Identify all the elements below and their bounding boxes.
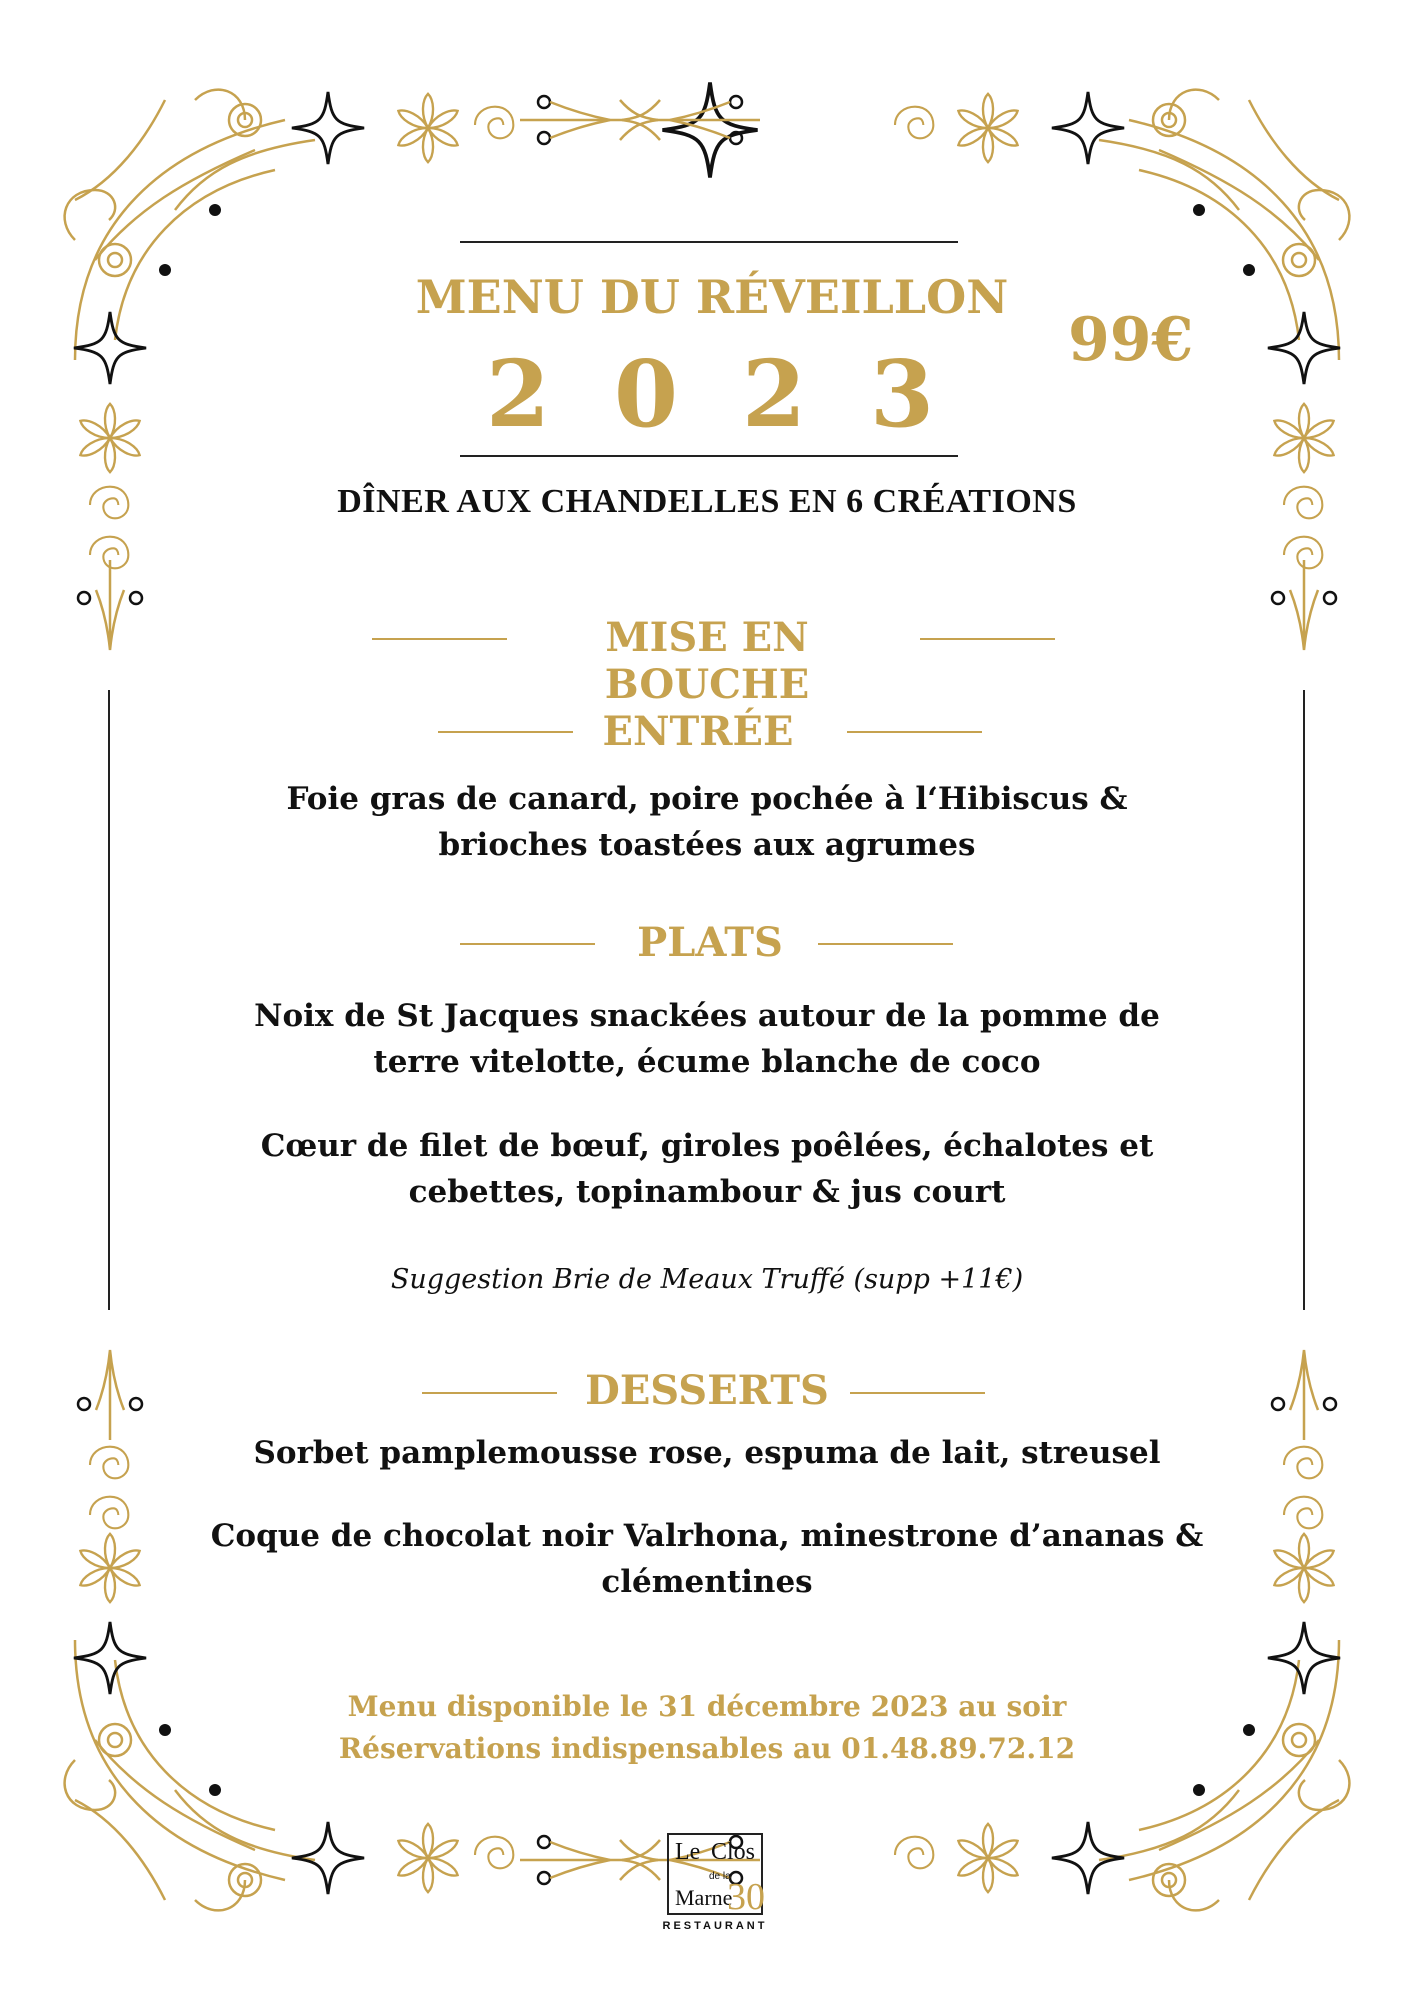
mise-en-bouche-rule-left [372,638,507,640]
section-title-desserts: DESSERTS [585,1367,829,1414]
plats-suggestion: Suggestion Brie de Meaux Truffé (supp +11€) [390,1264,1024,1295]
header-top-rule [460,241,958,243]
right-vertical-rule [1303,690,1305,1310]
footer-availability: Menu disponible le 31 décembre 2023 au soir [347,1690,1067,1723]
logo-marne: Marne [675,1885,733,1910]
entree-rule-right [847,731,982,733]
plats-rule-right [818,943,953,945]
desserts-rule-left [422,1392,557,1394]
logo-tagline: RESTAURANT [662,1920,768,1932]
desserts-rule-right [850,1392,985,1394]
plats-rule-left [460,943,595,945]
section-title-entree: ENTRÉE [602,708,794,755]
logo-de-la: de la [709,1871,731,1882]
menu-year: 2023 [485,340,999,448]
menu-subtitle: DÎNER AUX CHANDELLES EN 6 CRÉATIONS [337,483,1077,520]
logo-le: Le [675,1839,701,1865]
menu-title: MENU DU RÉVEILLON [415,270,1009,324]
desserts-dish-2: Coque de chocolat noir Valrhona, minestrone d’ananas & clémentines [210,1518,1204,1600]
entree-dish-1: Foie gras de canard, poire pochée à l‘Hibiscus & brioches toastées aux agrumes [286,781,1128,863]
left-vertical-rule [108,690,110,1310]
desserts-dish-1: Sorbet pamplemousse rose, espuma de lait, streusel [253,1435,1161,1471]
plats-dish-2: Cœur de filet de bœuf, giroles poêlées, échalotes et cebettes, topinambour & jus court [260,1128,1154,1210]
plats-dish-1: Noix de St Jacques snackées autour de la pomme de terre vitelotte, écume blanche de coco [254,998,1160,1080]
entree-rule-left [438,731,573,733]
mise-en-bouche-rule-right [920,638,1055,640]
section-title-plats: PLATS [637,919,783,966]
header-bottom-rule [460,455,958,457]
section-title-mise-en-bouche: MISE EN BOUCHE [604,614,810,708]
logo-clos: Clos [711,1839,756,1865]
restaurant-logo [667,1833,765,1918]
menu-price: 99€ [1068,305,1194,375]
footer-reservations: Réservations indispensables au 01.48.89.72.12 [338,1732,1076,1765]
logo-number: 30 [727,1876,765,1918]
